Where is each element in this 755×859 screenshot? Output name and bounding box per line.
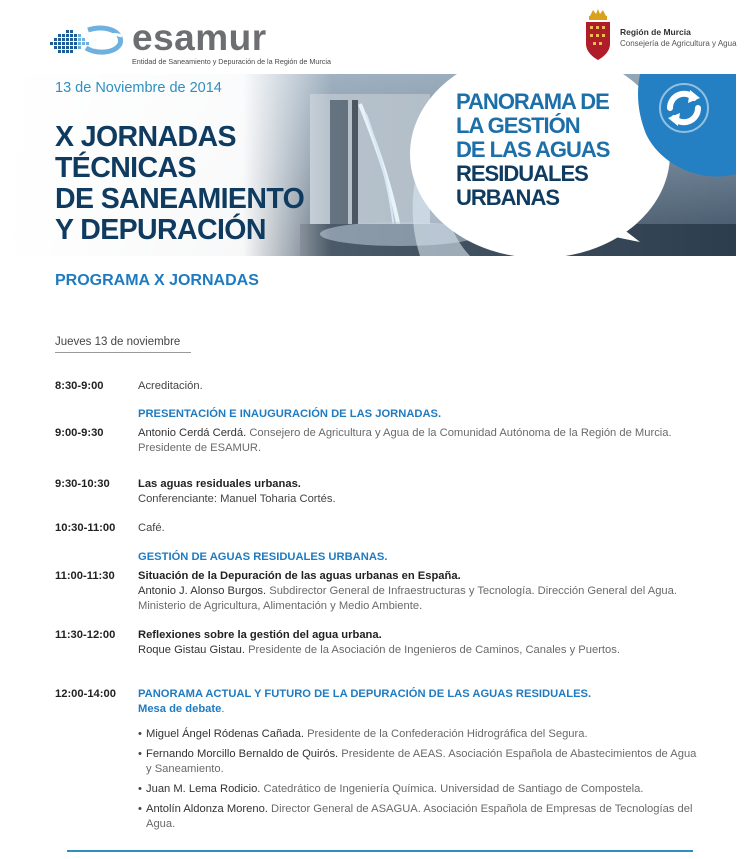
participant-name: Antolín Aldonza Moreno. bbox=[146, 803, 268, 815]
talk-speaker: Conferenciante: Manuel Toharia Cortés. bbox=[138, 493, 336, 505]
schedule-time: 9:30-10:30 bbox=[55, 478, 110, 490]
schedule-time: 12:00-14:00 bbox=[55, 688, 116, 700]
schedule-description bbox=[138, 569, 698, 614]
speaker-role: Consejero de Agricultura y Agua de la Comunidad Autónoma de la Región de Murcia. Presidente de ESAMUR. bbox=[138, 427, 672, 454]
panel-participant bbox=[138, 727, 698, 742]
participant-name: Fernando Morcillo Bernaldo de Quirós. bbox=[146, 748, 339, 760]
panorama-line-5: URBANAS bbox=[456, 185, 559, 210]
speaker-name: Antonio J. Alonso Burgos. bbox=[138, 585, 267, 597]
day-label: Jueves 13 de noviembre bbox=[55, 336, 191, 353]
talk-title: Situación de la Depuración de las aguas urbanas en España. bbox=[138, 570, 461, 582]
event-date: 13 de Noviembre de 2014 bbox=[55, 80, 222, 96]
schedule-time: 11:00-11:30 bbox=[55, 570, 115, 582]
page-header bbox=[0, 0, 755, 70]
speaker-role: Presidente de la Asociación de Ingenieros de Caminos, Canales y Puertos. bbox=[248, 644, 620, 656]
panorama-heading bbox=[456, 90, 609, 210]
participant-name: Juan M. Lema Rodicio. bbox=[146, 783, 261, 795]
schedule-description: Café. bbox=[138, 522, 165, 534]
event-title bbox=[55, 122, 304, 246]
schedule-description bbox=[138, 477, 698, 507]
coat-of-arms-icon bbox=[584, 8, 612, 62]
region-department: Consejería de Agricultura y Agua bbox=[620, 39, 737, 48]
talk-title: Las aguas residuales urbanas. bbox=[138, 478, 301, 490]
schedule-time: 8:30-9:00 bbox=[55, 380, 104, 392]
participant-role: Catedrático de Ingeniería Química. Universidad de Santiago de Compostela. bbox=[263, 783, 644, 795]
section-heading-gestion: GESTIÓN DE AGUAS RESIDUALES URBANAS. bbox=[138, 551, 388, 563]
region-murcia-logo bbox=[584, 8, 755, 64]
event-title-line-3: DE SANEAMIENTO bbox=[55, 183, 305, 215]
esamur-logo-mark-icon bbox=[48, 24, 126, 58]
panel-participant bbox=[138, 747, 698, 777]
refresh-icon bbox=[654, 78, 714, 138]
panorama-line-3: DE LAS AGUAS bbox=[456, 137, 610, 162]
schedule-description bbox=[138, 426, 698, 456]
panel-participant bbox=[138, 782, 698, 797]
talk-title: Reflexiones sobre la gestión del agua urbana. bbox=[138, 629, 382, 641]
schedule-time: 10:30-11:00 bbox=[55, 522, 116, 534]
schedule-time: 11:30-12:00 bbox=[55, 629, 116, 641]
schedule-description bbox=[138, 628, 698, 658]
region-name: Región de Murcia bbox=[620, 27, 691, 37]
schedule-description: Acreditación. bbox=[138, 380, 203, 392]
panorama-line-1: PANORAMA DE bbox=[456, 89, 609, 114]
participant-name: Miguel Ángel Ródenas Cañada. bbox=[146, 728, 304, 740]
schedule-description: PANORAMA ACTUAL Y FUTURO DE LA DEPURACIÓN DE LAS AGUAS RESIDUALES. Mesa de debate. bbox=[138, 687, 698, 717]
schedule-time: 9:00-9:30 bbox=[55, 427, 104, 439]
speaker-name: Roque Gistau Gistau. bbox=[138, 644, 245, 656]
participant-role: Presidente de la Confederación Hidrográfica del Segura. bbox=[307, 728, 588, 740]
section-heading-presentacion: PRESENTACIÓN E INAUGURACIÓN DE LAS JORNADAS. bbox=[138, 408, 442, 420]
speaker-role: Subdirector General de Infraestructuras y Tecnología. Dirección General del Agua. Ministerio de Agricultura, Alimentación y Medio Ambiente. bbox=[138, 585, 677, 612]
panorama-line-2: LA GESTIÓN bbox=[456, 113, 580, 138]
esamur-subtitle: Entidad de Saneamiento y Depuración de la Región de Murcia bbox=[132, 57, 331, 66]
panel-heading: PANORAMA ACTUAL Y FUTURO DE LA DEPURACIÓN DE LAS AGUAS RESIDUALES. bbox=[138, 688, 592, 700]
panel-subheading: Mesa de debate bbox=[138, 703, 222, 715]
bottom-divider bbox=[67, 850, 693, 852]
speaker-name: Antonio Cerdá Cerdá. bbox=[138, 427, 247, 439]
programme-title: PROGRAMA X JORNADAS bbox=[55, 272, 259, 289]
event-title-line-2: TÉCNICAS bbox=[55, 152, 196, 184]
event-banner bbox=[0, 74, 736, 256]
event-title-line-1: X JORNADAS bbox=[55, 121, 236, 153]
esamur-logo bbox=[48, 14, 331, 70]
panel-participant bbox=[138, 802, 698, 832]
event-title-line-4: Y DEPURACIÓN bbox=[55, 214, 266, 246]
panorama-line-4: RESIDUALES bbox=[456, 161, 588, 186]
esamur-wordmark: esamur bbox=[132, 17, 267, 58]
participant-role: Director General de ASAGUA. Asociación Española de Empresas de Tecnologías del Agua. bbox=[146, 803, 693, 830]
participant-role: Presidente de AEAS. Asociación Española de Abastecimientos de Agua y Saneamiento. bbox=[146, 748, 697, 775]
